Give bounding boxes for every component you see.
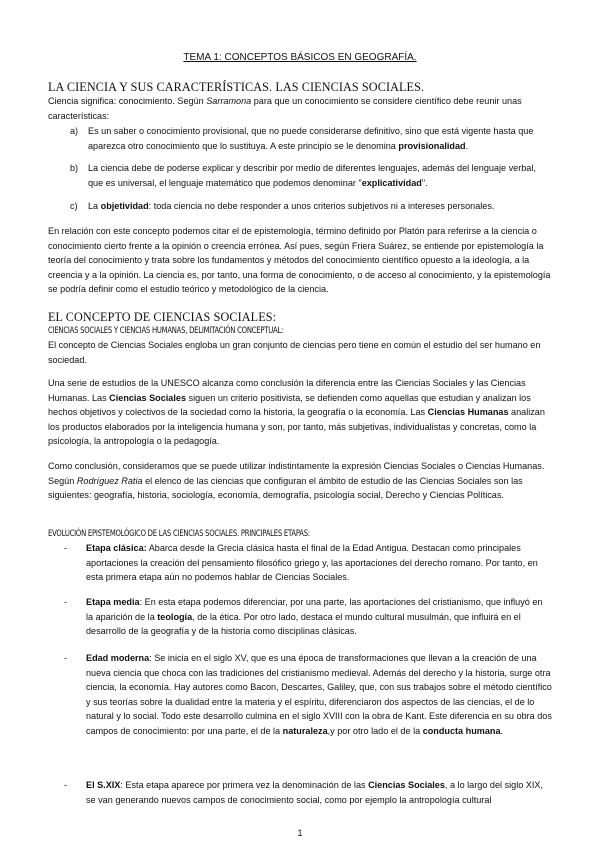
unesco-paragraph: Una serie de estudios de la UNESCO alcanza como conclusión la diferencia entre las Ciencias Sociales y las Ciencias Humanas. Las Ciencias Sociales siguen un criterio positivista, se defienden como aquellas que estudian y analizan los hechos objetivos y colectivos de la sociedad como la historia, la geografía o la economía. Las Ciencias Humanas analizan los productos elaborados por la inteligencia humana y son, por tanto, más subjetivas, individualistas y concretas, como la psicología, la antropología o la pedagogía.: [48, 378, 545, 447]
page-number: 1: [297, 828, 303, 838]
section-heading-ciencias-sociales: EL CONCEPTO DE CIENCIAS SOCIALES:: [48, 310, 277, 324]
subheading-evolucion: EVOLUCIÓN EPISTEMOLÓGICO DE LAS CIENCIAS SOCIALES. PRINCIPALES ETAPAS:: [48, 528, 310, 538]
conclusion-paragraph: Como conclusión, consideramos que se puede utilizar indistintamente la expresión Ciencias Sociales o Ciencias Humanas. Según Rodríguez Ratia el elenco de las ciencias que configuran el ámbito de estudio de las Ciencias Sociales son las siguientes: geografía, historia, sociología, economía, demografía, psicología social, Derecho y Ciencias Políticas.: [48, 461, 545, 501]
document-title: TEMA 1: CONCEPTOS BÁSICOS EN GEOGRAFÍA.: [183, 52, 417, 63]
subheading-delimitacion: CIENCIAS SOCIALES Y CIENCIAS HUMANAS, DELIMITACIÓN CONCEPTUAL:: [48, 325, 284, 335]
section-heading-ciencia: LA CIENCIA Y SUS CARACTERÍSTICAS. LAS CIENCIAS SOCIALES.: [48, 80, 425, 94]
intro-paragraph: Ciencia significa: conocimiento. Según Sarramona para que un conocimiento se considere científico debe reunir unas características:: [48, 96, 522, 121]
epistemology-paragraph: En relación con este concepto podemos citar el de epistemología, término definido por Platón para referirse a la ciencia o conocimiento cierto frente a la opinión o creencia errónea. Así pues, según Friera Suárez, se entiende por epistemología la teoría del conocimiento y trata sobre los fundamentos y métodos del conocimiento científico opuesto a la ideología, a la creencia y a la opinión. La ciencia es, por tanto, una forma de conocimiento, o de acceso al conocimiento, y la epistemología se podría definir como el estudio teórico y metodológico de la ciencia.: [48, 226, 551, 295]
definition-paragraph: El concepto de Ciencias Sociales engloba un gran conjunto de ciencias pero tiene en común el estudio del ser humano en sociedad.: [48, 340, 541, 365]
